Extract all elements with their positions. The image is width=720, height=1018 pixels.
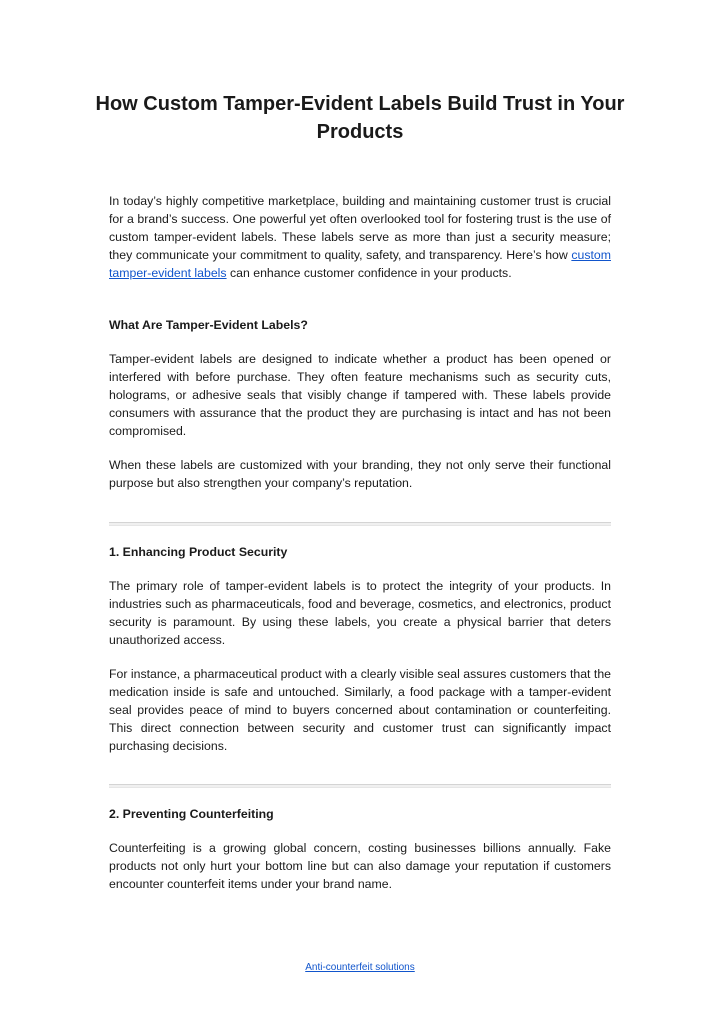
section-divider	[109, 522, 611, 526]
document-title: How Custom Tamper-Evident Labels Build Trust in Your Products	[95, 93, 625, 143]
intro-text-after-link: can enhance customer confidence in your products.	[226, 266, 512, 280]
custom-tamper-evident-labels-link[interactable]: custom tamper-evident labels	[109, 248, 611, 280]
section-paragraph: The primary role of tamper-evident labels is to protect the integrity of your products. In industries such as pharmaceuticals, food and beverage, cosmetics, and electronics, product security is paramount. By using these labels, you create a physical barrier that deters unauthorized access.	[109, 579, 611, 647]
intro-paragraph	[109, 192, 611, 282]
page-footer	[0, 962, 720, 974]
section-paragraph: Counterfeiting is a growing global concern, costing businesses billions annually. Fake products not only hurt your bottom line but can also damage your reputation if customers encounter counterfeit items under your brand name.	[109, 841, 611, 891]
section-paragraph: When these labels are customized with your branding, they not only serve their functional purpose but also strengthen your company’s reputation.	[109, 458, 611, 490]
anti-counterfeit-solutions-link[interactable]: Anti-counterfeit solutions	[305, 962, 415, 973]
section-heading-what-are-labels: What Are Tamper-Evident Labels?	[109, 318, 308, 332]
section-paragraph: For instance, a pharmaceutical product with a clearly visible seal assures customers that the medication inside is safe and untouched. Similarly, a food package with a tamper-evident seal provides peace of mind to buyers concerned about contamination or counterfeiting. This direct connection between security and customer trust can significantly impact purchasing decisions.	[109, 667, 611, 753]
section-heading-enhancing-security: 1. Enhancing Product Security	[109, 545, 288, 559]
section-paragraph: Tamper-evident labels are designed to indicate whether a product has been opened or interfered with before purchase. They often feature mechanisms such as security cuts, holograms, or adhesive seals that visibly change if tampered with. These labels provide consumers with assurance that the product they are purchasing is intact and has not been compromised.	[109, 352, 611, 438]
intro-text-before-link: In today’s highly competitive marketplace, building and maintaining customer trust is crucial for a brand’s success. One powerful yet often overlooked tool for fostering trust is the use of custom tamper-evident labels. These labels serve as more than just a security measure; they communicate your commitment to quality, safety, and transparency. Here’s how	[109, 194, 611, 262]
section-heading-preventing-counterfeiting: 2. Preventing Counterfeiting	[109, 807, 274, 821]
section-divider	[109, 784, 611, 788]
